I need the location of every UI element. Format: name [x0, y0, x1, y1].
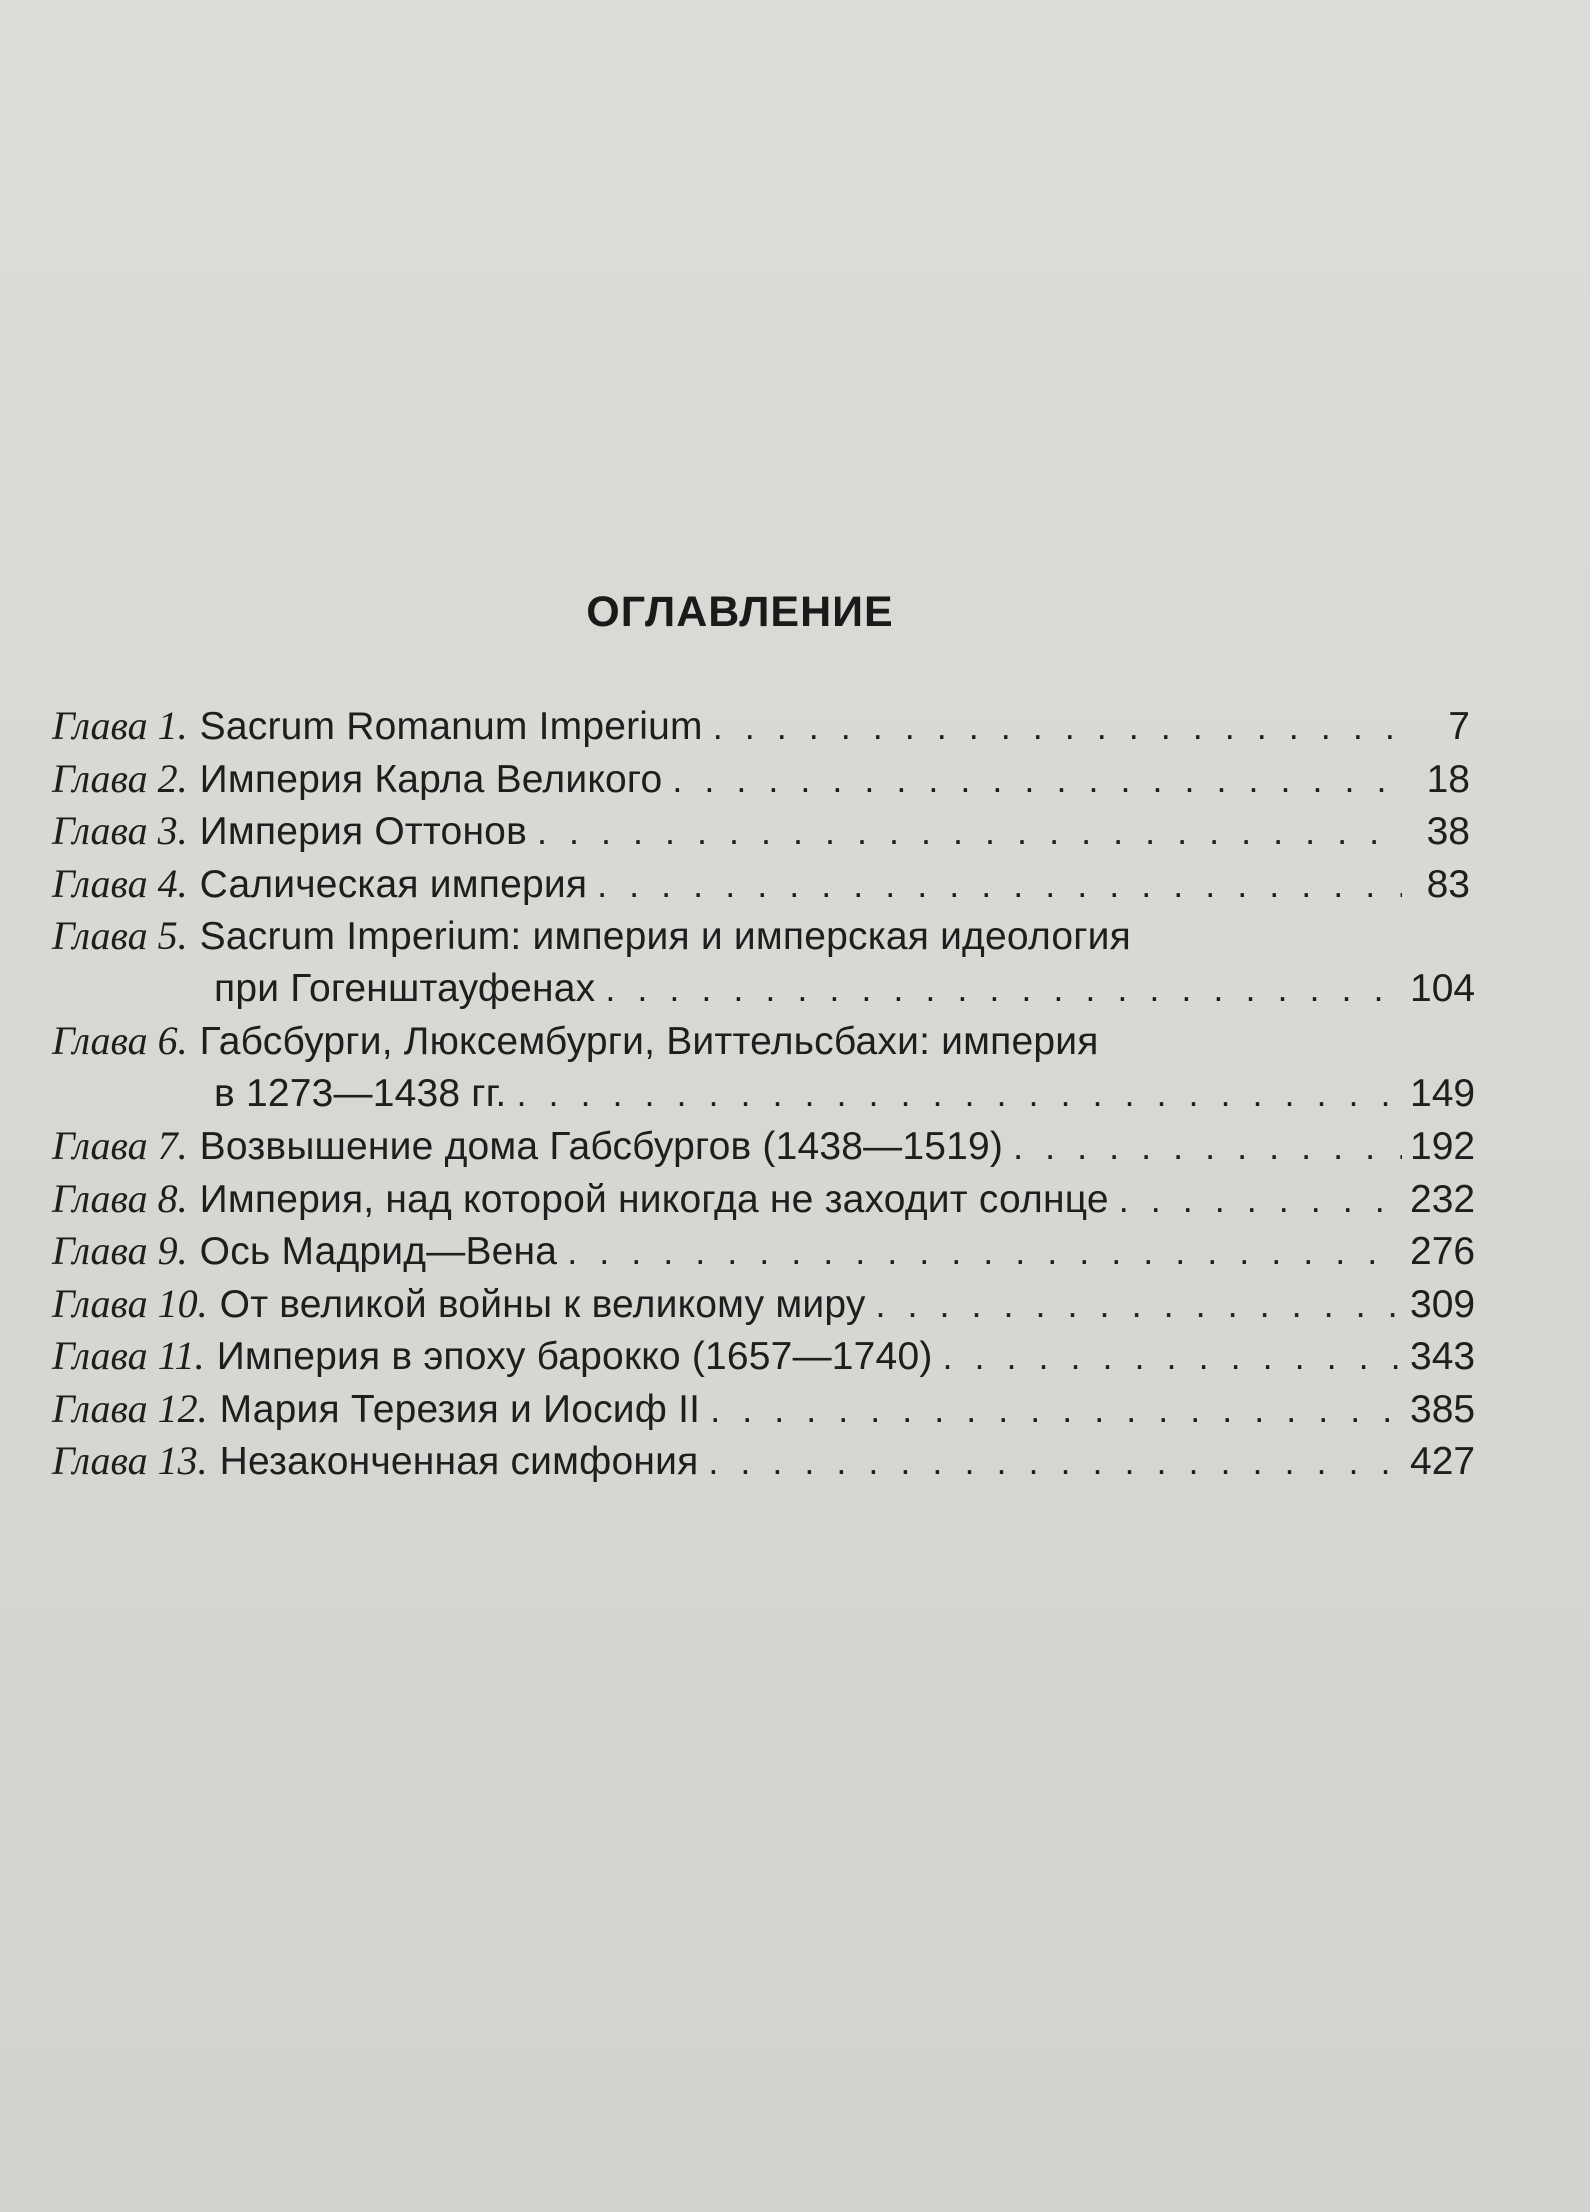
dot-leader — [708, 1436, 1402, 1489]
toc-entry — [52, 910, 1476, 1015]
toc-entry — [52, 1120, 1476, 1173]
page-number: 276 — [1410, 1230, 1476, 1273]
page-number: 309 — [1410, 1282, 1476, 1326]
chapter-title: Ось Мадрид—Вена — [199, 1230, 558, 1273]
chapter-title: Империя в эпоху барокко (1657—1740) — [216, 1335, 933, 1378]
chapter-title: Империя Оттонов — [199, 810, 527, 853]
toc-entry-line — [52, 1120, 1476, 1173]
page-number: 192 — [1410, 1125, 1476, 1168]
chapter-title: при Гогенштауфенах — [214, 966, 596, 1010]
chapter-title: Мария Терезия и Иосиф II — [219, 1387, 701, 1431]
toc-entry — [52, 753, 1470, 806]
toc-entry — [52, 700, 1470, 753]
toc-entry — [52, 1015, 1476, 1120]
dot-leader — [516, 1068, 1402, 1121]
dot-leader — [713, 701, 1402, 754]
toc-heading: ОГЛАВЛЕНИЕ — [586, 588, 894, 636]
chapter-label: Глава 6. — [52, 1018, 188, 1063]
toc-entry-line — [52, 753, 1470, 806]
toc-entry — [52, 1225, 1476, 1278]
chapter-title: Возвышение дома Габсбургов (1438—1519) — [199, 1125, 1004, 1168]
chapter-label: Глава 3. — [52, 808, 188, 853]
toc-entry-line — [52, 1278, 1476, 1331]
chapter-label: Глава 4. — [52, 860, 188, 906]
toc-entry — [52, 1173, 1476, 1226]
dot-leader — [1013, 1121, 1402, 1174]
page-number: 38 — [1426, 810, 1470, 853]
dot-leader — [710, 1384, 1402, 1437]
chapter-label: Глава 13. — [52, 1438, 208, 1483]
toc-entry — [52, 1383, 1476, 1436]
page-number: 18 — [1426, 757, 1470, 801]
dot-leader — [597, 859, 1402, 912]
chapter-label: Глава 11. — [52, 1333, 205, 1378]
chapter-title: в 1273—1438 гг. — [214, 1071, 507, 1115]
toc-entry — [52, 805, 1470, 858]
toc-entry-line — [52, 910, 1470, 963]
toc-entry-line — [52, 963, 1476, 1016]
page-number: 343 — [1410, 1335, 1476, 1378]
toc-entry-line — [52, 700, 1470, 753]
chapter-label: Глава 7. — [52, 1123, 188, 1168]
dot-leader — [605, 963, 1402, 1016]
page-number: 104 — [1410, 966, 1476, 1010]
toc-entry — [52, 1278, 1476, 1331]
toc-entry-line — [52, 1225, 1476, 1278]
page-number: 232 — [1410, 1177, 1476, 1221]
toc-entry — [52, 1330, 1476, 1383]
dot-leader — [1119, 1174, 1402, 1227]
chapter-label: Глава 2. — [52, 755, 188, 801]
dot-leader — [943, 1331, 1402, 1384]
chapter-title: Салическая империя — [199, 862, 588, 906]
chapter-title: Sacrum Imperium: империя и имперская идеология — [199, 915, 1131, 958]
chapter-label: Глава 10. — [52, 1280, 208, 1326]
toc-entry-line — [52, 1173, 1476, 1226]
chapter-label: Глава 8. — [52, 1175, 188, 1221]
chapter-title: От великой войны к великому миру — [219, 1282, 866, 1326]
toc-entry-line — [52, 805, 1470, 858]
dot-leader — [672, 754, 1402, 807]
toc-entry-line — [52, 1015, 1470, 1068]
dot-leader — [876, 1279, 1402, 1332]
toc-entry-line — [52, 1435, 1476, 1488]
page-number: 149 — [1410, 1071, 1476, 1115]
chapter-title: Империя, над которой никогда не заходит солнце — [199, 1177, 1109, 1221]
chapter-label: Глава 12. — [52, 1385, 208, 1431]
page-number: 7 — [1448, 705, 1470, 748]
page-number: 427 — [1410, 1440, 1476, 1483]
chapter-title: Незаконченная симфония — [219, 1440, 699, 1483]
chapter-title: Sacrum Romanum Imperium — [199, 705, 703, 748]
toc-entry — [52, 858, 1470, 911]
chapter-title: Империя Карла Великого — [199, 757, 663, 801]
page-number: 83 — [1426, 862, 1470, 906]
toc-entry-line — [52, 858, 1470, 911]
table-of-contents — [52, 700, 1476, 1488]
page-number: 385 — [1410, 1387, 1476, 1431]
toc-entry-line — [52, 1330, 1476, 1383]
toc-entry-line — [52, 1068, 1476, 1121]
dot-leader — [567, 1226, 1402, 1279]
toc-entry-line — [52, 1383, 1476, 1436]
chapter-title: Габсбурги, Люксембурги, Виттельсбахи: империя — [199, 1020, 1099, 1063]
toc-entry — [52, 1435, 1476, 1488]
chapter-label: Глава 9. — [52, 1228, 188, 1273]
chapter-label: Глава 5. — [52, 913, 188, 958]
chapter-label: Глава 1. — [52, 703, 188, 748]
dot-leader — [537, 806, 1402, 859]
